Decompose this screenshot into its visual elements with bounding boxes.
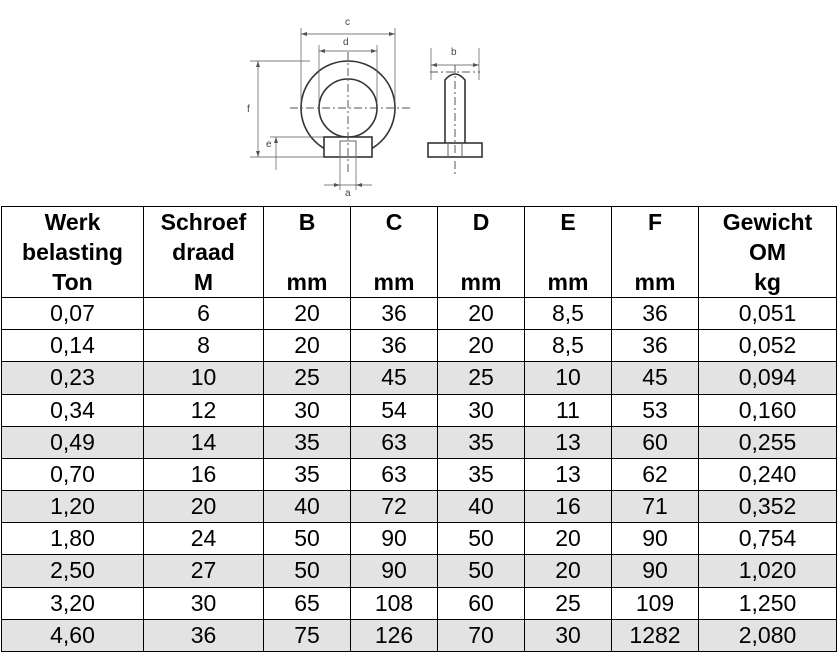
dim-label-a: a [345, 188, 351, 199]
table-cell: 90 [351, 523, 438, 555]
table-cell: 90 [351, 555, 438, 587]
table-cell: 50 [264, 555, 351, 587]
table-cell: 30 [144, 587, 264, 619]
table-cell: 20 [438, 330, 525, 362]
table-cell: 45 [612, 362, 699, 394]
column-header-line: Gewicht [722, 209, 813, 235]
table-cell: 0,052 [699, 330, 837, 362]
column-header-line: D [472, 209, 490, 235]
table-cell: 71 [612, 491, 699, 523]
column-header [2, 207, 144, 298]
table-cell: 25 [525, 587, 612, 619]
table-cell: 36 [351, 298, 438, 330]
column-header-line: mm [286, 269, 328, 295]
table-cell: 30 [438, 394, 525, 426]
column-header-line [525, 237, 611, 267]
table-cell: 1,250 [699, 587, 837, 619]
table-cell: 36 [612, 298, 699, 330]
table-cell: 13 [525, 426, 612, 458]
table-cell: 54 [351, 394, 438, 426]
table-row [2, 362, 837, 394]
table-cell: 0,352 [699, 491, 837, 523]
column-header-line: Werk [44, 209, 101, 235]
column-header-line: C [385, 209, 403, 235]
table-cell: 65 [264, 587, 351, 619]
table-cell: 20 [144, 491, 264, 523]
table-cell: 40 [264, 491, 351, 523]
column-header-line [351, 237, 437, 267]
table-cell: 16 [144, 458, 264, 490]
table-cell: 0,14 [2, 330, 144, 362]
table-cell: 90 [612, 523, 699, 555]
header-row [2, 207, 837, 298]
column-header-line: mm [460, 269, 502, 295]
column-header-line [438, 237, 524, 267]
table-row [2, 330, 837, 362]
table-row [2, 555, 837, 587]
column-header-line: M [193, 269, 214, 295]
table-cell: 10 [144, 362, 264, 394]
table-cell: 0,240 [699, 458, 837, 490]
table-cell: 0,255 [699, 426, 837, 458]
table-cell: 2,50 [2, 555, 144, 587]
column-header-line [612, 237, 698, 267]
table-row [2, 394, 837, 426]
table-row [2, 426, 837, 458]
table-cell: 20 [264, 298, 351, 330]
table-row [2, 523, 837, 555]
table-body [2, 298, 837, 652]
eye-nut-drawing [240, 10, 500, 205]
table-cell: 27 [144, 555, 264, 587]
table-cell: 1,20 [2, 491, 144, 523]
table-cell: 1282 [612, 619, 699, 651]
column-header [351, 207, 438, 298]
table-cell: 50 [438, 555, 525, 587]
dim-label-e: e [266, 139, 272, 150]
column-header-line: draad [172, 239, 235, 265]
table-cell: 16 [525, 491, 612, 523]
table-row [2, 298, 837, 330]
column-header [525, 207, 612, 298]
column-header [264, 207, 351, 298]
table-cell: 35 [264, 458, 351, 490]
column-header-line: mm [373, 269, 415, 295]
table-cell: 45 [351, 362, 438, 394]
table-cell: 35 [264, 426, 351, 458]
table-cell: 1,80 [2, 523, 144, 555]
table-cell: 60 [438, 587, 525, 619]
table-cell: 12 [144, 394, 264, 426]
table-cell: 70 [438, 619, 525, 651]
specification-table [1, 206, 837, 652]
table-cell: 36 [612, 330, 699, 362]
table-cell: 0,094 [699, 362, 837, 394]
table-cell: 0,07 [2, 298, 144, 330]
table-cell: 0,160 [699, 394, 837, 426]
table-cell: 0,754 [699, 523, 837, 555]
table-cell: 109 [612, 587, 699, 619]
table-cell: 62 [612, 458, 699, 490]
column-header-line: mm [547, 269, 589, 295]
table-row [2, 491, 837, 523]
table-cell: 35 [438, 426, 525, 458]
table-cell: 126 [351, 619, 438, 651]
table-cell: 40 [438, 491, 525, 523]
column-header [144, 207, 264, 298]
column-header-line [264, 237, 350, 267]
column-header-line: E [560, 209, 576, 235]
table-cell: 1,020 [699, 555, 837, 587]
table-cell: 50 [264, 523, 351, 555]
table-cell: 24 [144, 523, 264, 555]
dim-label-d: d [343, 37, 349, 48]
table-cell: 10 [525, 362, 612, 394]
column-header [438, 207, 525, 298]
table-cell: 14 [144, 426, 264, 458]
table-cell: 30 [264, 394, 351, 426]
table-cell: 20 [525, 523, 612, 555]
table-cell: 0,23 [2, 362, 144, 394]
table-cell: 72 [351, 491, 438, 523]
column-header-line: F [647, 209, 663, 235]
table-cell: 20 [438, 298, 525, 330]
table-cell: 25 [264, 362, 351, 394]
table-cell: 8,5 [525, 298, 612, 330]
table-cell: 53 [612, 394, 699, 426]
table-cell: 20 [525, 555, 612, 587]
table-cell: 0,051 [699, 298, 837, 330]
table-cell: 75 [264, 619, 351, 651]
column-header-line: Schroef [160, 209, 247, 235]
table-cell: 0,70 [2, 458, 144, 490]
table-cell: 60 [612, 426, 699, 458]
table-cell: 63 [351, 458, 438, 490]
table-row [2, 587, 837, 619]
table-cell: 35 [438, 458, 525, 490]
dim-label-f: f [247, 104, 250, 115]
table-cell: 6 [144, 298, 264, 330]
column-header-line: B [298, 209, 316, 235]
dim-label-c: c [345, 17, 350, 28]
column-header-line: OM [748, 239, 787, 265]
column-header-line: mm [634, 269, 676, 295]
table-cell: 36 [351, 330, 438, 362]
column-header [699, 207, 837, 298]
table-row [2, 619, 837, 651]
table-cell: 13 [525, 458, 612, 490]
table-cell: 0,34 [2, 394, 144, 426]
table-cell: 108 [351, 587, 438, 619]
table-row [2, 458, 837, 490]
table-cell: 30 [525, 619, 612, 651]
column-header-line: Ton [52, 269, 93, 295]
table-cell: 3,20 [2, 587, 144, 619]
column-header [612, 207, 699, 298]
table-cell: 0,49 [2, 426, 144, 458]
table-cell: 20 [264, 330, 351, 362]
table-cell: 50 [438, 523, 525, 555]
column-header-line: kg [754, 269, 781, 295]
table-cell: 25 [438, 362, 525, 394]
table-cell: 63 [351, 426, 438, 458]
table-cell: 2,080 [699, 619, 837, 651]
table-cell: 4,60 [2, 619, 144, 651]
table-cell: 90 [612, 555, 699, 587]
table-cell: 8 [144, 330, 264, 362]
table-cell: 36 [144, 619, 264, 651]
table-cell: 11 [525, 394, 612, 426]
dim-label-b: b [451, 47, 457, 58]
table-cell: 8,5 [525, 330, 612, 362]
column-header-line: belasting [22, 239, 123, 265]
